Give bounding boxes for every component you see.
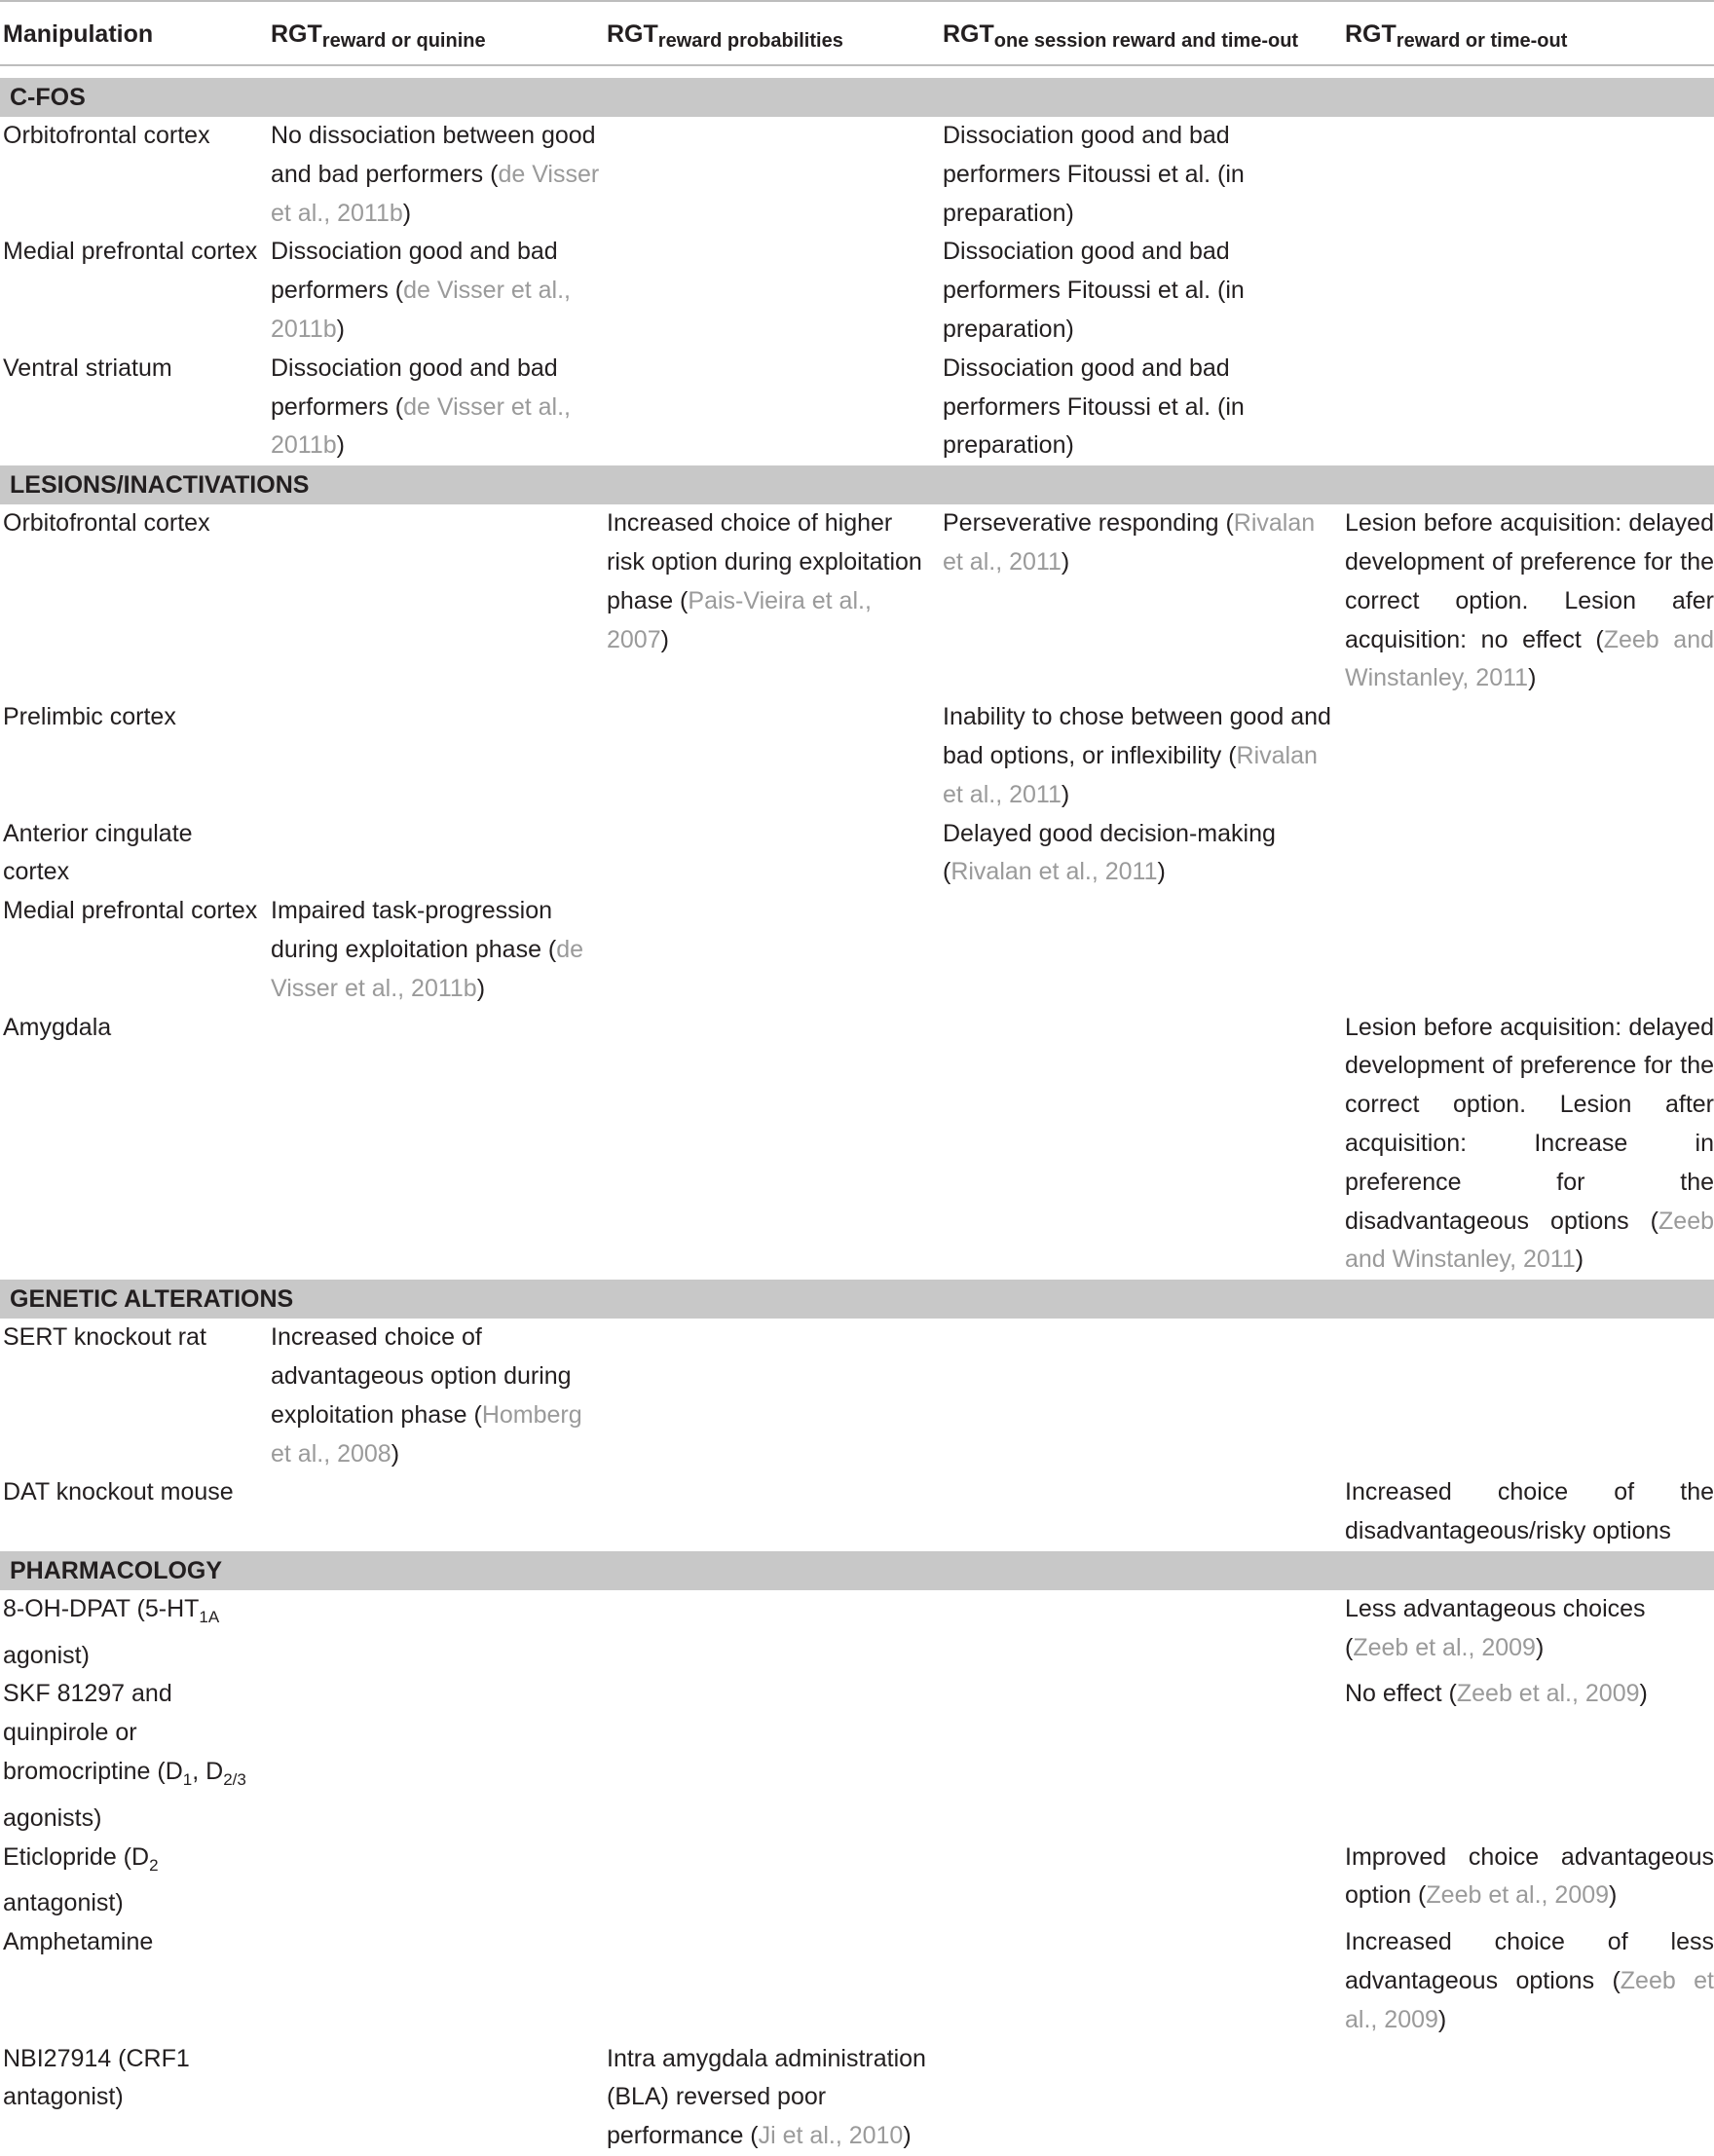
cell-rgt3	[940, 1473, 1342, 1551]
cell-rgt4: Less advantageous choices (Zeeb et al., 2009)	[1345, 1594, 1646, 1661]
citation: Zeeb et al., 2009	[1353, 1633, 1536, 1661]
section-title-lesions: LESIONS/INACTIVATIONS	[0, 465, 1714, 504]
cell-rgt1	[268, 1590, 604, 1676]
cell-rgt2	[604, 1319, 940, 1473]
header-row	[0, 1, 1714, 65]
citation: Rivalan et al., 2011	[943, 509, 1316, 576]
section-row-genetic	[0, 1280, 1714, 1319]
row-name: Medial prefrontal cortex	[3, 897, 258, 925]
header-rgt4-sub: reward or time-out	[1396, 30, 1568, 52]
cell-rgt3	[940, 2040, 1342, 2156]
cell-rgt2	[604, 1473, 940, 1551]
section-row-cfos	[0, 78, 1714, 117]
cell-rgt4	[1342, 350, 1714, 465]
row-name: Prelimbic cortex	[3, 703, 176, 731]
cell-rgt4: Increased choice of the disadvantageous/risky options	[1345, 1478, 1714, 1545]
cell-rgt3	[940, 1839, 1342, 1924]
table-row	[0, 350, 1714, 465]
table-row	[0, 1590, 1714, 1676]
cell-rgt4	[1342, 698, 1714, 814]
cell-rgt1	[268, 2040, 604, 2156]
cell-rgt3	[940, 892, 1342, 1008]
cell-rgt2	[604, 350, 940, 465]
citation: Homberg et al., 2008	[271, 1400, 582, 1468]
section-title-pharmacology: PHARMACOLOGY	[0, 1551, 1714, 1590]
cell-rgt2: Increased choice of higher risk option during exploitation phase (Pais-Vieira et al., 2007)	[607, 509, 922, 653]
header-rgt-reward-or-quinine	[268, 1, 604, 65]
table-row	[0, 117, 1714, 233]
cell-rgt2	[604, 1009, 940, 1281]
cell-rgt3	[940, 1590, 1342, 1676]
cell-rgt1	[268, 1009, 604, 1281]
citation: Rivalan et al., 2011	[943, 741, 1318, 808]
header-rgt3-base: RGT	[943, 20, 994, 48]
header-rgt2-base: RGT	[607, 20, 658, 48]
table-row	[0, 815, 1714, 893]
cell-rgt4: Improved choice advantageous option (Zeeb et al., 2009)	[1345, 1842, 1714, 1910]
cell-rgt4	[1342, 233, 1714, 349]
cell-rgt1: Increased choice of advantageous option during exploitation phase (Homberg et al., 2008)	[271, 1323, 582, 1468]
cell-rgt3: Delayed good decision-making (Rivalan et al., 2011)	[943, 819, 1276, 886]
cell-rgt1: Dissociation good and bad performers (de Visser et al., 2011b)	[271, 238, 571, 343]
header-rgt1-base: RGT	[271, 20, 322, 48]
row-name: SERT knockout rat	[3, 1323, 206, 1352]
cell-rgt3	[940, 1319, 1342, 1473]
citation: de Visser et al., 2011b	[271, 277, 571, 343]
row-name: Medial prefrontal cortex	[3, 238, 258, 266]
header-rgt-one-session	[940, 1, 1342, 65]
cell-rgt2	[604, 815, 940, 893]
table-row	[0, 892, 1714, 1008]
citation: Zeeb et al., 2009	[1345, 1967, 1714, 2033]
cell-rgt4	[1342, 892, 1714, 1008]
citation: Pais-Vieira et al., 2007	[607, 586, 872, 653]
citation: Zeeb et al., 2009	[1456, 1680, 1640, 1708]
cell-rgt1: Dissociation good and bad performers (de Visser et al., 2011b)	[271, 353, 571, 460]
cell-rgt2	[604, 1923, 940, 2039]
row-name: Ventral striatum	[3, 353, 172, 382]
cell-rgt4: No effect (Zeeb et al., 2009)	[1345, 1680, 1648, 1708]
cell-rgt3	[940, 1675, 1342, 1838]
citation: de Visser et al., 2011b	[271, 935, 584, 1002]
cell-rgt2	[604, 1590, 940, 1676]
cell-rgt3	[940, 1923, 1342, 2039]
cell-rgt4	[1342, 1319, 1714, 1473]
row-name: Anterior cingulate cortex	[3, 819, 193, 886]
table-row	[0, 1009, 1714, 1281]
section-title-genetic: GENETIC ALTERATIONS	[0, 1280, 1714, 1319]
table-row	[0, 233, 1714, 349]
cell-rgt1	[268, 1839, 604, 1924]
header-manipulation: Manipulation	[0, 1, 268, 65]
cell-rgt2	[604, 698, 940, 814]
citation: Zeeb and Winstanley, 2011	[1345, 625, 1714, 692]
cell-rgt2	[604, 892, 940, 1008]
header-rgt1-sub: reward or quinine	[321, 30, 486, 52]
cell-rgt2	[604, 1675, 940, 1838]
cell-rgt2	[604, 1839, 940, 1924]
row-name: Amphetamine	[3, 1928, 154, 1956]
header-rgt-reward-probabilities	[604, 1, 940, 65]
cell-rgt4: Increased choice of less advantageous options (Zeeb et al., 2009)	[1345, 1928, 1714, 2033]
cell-rgt1	[268, 504, 604, 698]
cell-rgt4: Lesion before acquisition: delayed development of preference for the correct option. Lesion after acquisition: Increase in preference for the disadvantageous options (Zeeb and Winstanley, 2011)	[1345, 1013, 1714, 1274]
cell-rgt3: Inability to chose between good and bad options, or inflexibility (Rivalan et al., 2011)	[943, 703, 1331, 808]
citation: Rivalan et al., 2011	[950, 858, 1158, 886]
table-row	[0, 1675, 1714, 1838]
cell-rgt2	[604, 117, 940, 233]
cell-rgt4: Lesion before acquisition: delayed development of preference for the correct option. Lesion afer acquisition: no effect (Zeeb and Winstanley, 2011)	[1345, 509, 1714, 692]
cell-rgt1	[268, 1923, 604, 2039]
table-row	[0, 504, 1714, 698]
cell-rgt3: Dissociation good and bad performers Fitoussi et al. (in preparation)	[943, 238, 1245, 343]
cell-rgt3: Perseverative responding (Rivalan et al., 2011)	[943, 509, 1316, 576]
cell-rgt4	[1342, 2040, 1714, 2156]
section-title-cfos: C-FOS	[0, 78, 1714, 117]
citation: Ji et al., 2010	[758, 2122, 904, 2150]
table-row	[0, 1473, 1714, 1551]
cell-rgt1	[268, 698, 604, 814]
citation: Zeeb et al., 2009	[1426, 1881, 1610, 1910]
table-row	[0, 1319, 1714, 1473]
row-name: Orbitofrontal cortex	[3, 509, 210, 538]
cell-rgt1	[268, 1473, 604, 1551]
cell-rgt1	[268, 815, 604, 893]
header-rgt3-sub: one session reward and time-out	[993, 30, 1299, 52]
row-name: NBI27914 (CRF1 antagonist)	[3, 2044, 190, 2111]
citation: de Visser et al., 2011b	[271, 160, 600, 227]
cell-rgt1	[268, 1675, 604, 1838]
table-row	[0, 1839, 1714, 1924]
row-name: Amygdala	[3, 1013, 112, 1041]
header-rgt-reward-or-timeout	[1342, 1, 1714, 65]
citation: de Visser et al., 2011b	[271, 392, 571, 460]
section-row-pharmacology	[0, 1551, 1714, 1590]
table-row	[0, 698, 1714, 814]
table-row	[0, 2040, 1714, 2156]
row-name: DAT knockout mouse	[3, 1478, 234, 1506]
cell-rgt1: No dissociation between good and bad performers (de Visser et al., 2011b)	[271, 122, 600, 227]
header-rgt2-sub: reward probabilities	[657, 30, 843, 52]
cell-rgt2: Intra amygdala administration (BLA) reversed poor performance (Ji et al., 2010)	[607, 2044, 926, 2150]
section-row-lesions	[0, 465, 1714, 504]
cell-rgt3: Dissociation good and bad performers Fitoussi et al. (in preparation)	[943, 353, 1245, 460]
row-name: 8-OH-DPAT ($5-HT_{1A}$ agonist)	[3, 1594, 220, 1669]
cell-rgt3	[940, 1009, 1342, 1281]
cell-rgt2	[604, 233, 940, 349]
cell-rgt1: Impaired task-progression during exploitation phase (de Visser et al., 2011b)	[271, 897, 584, 1002]
cell-rgt4	[1342, 117, 1714, 233]
cell-rgt4	[1342, 815, 1714, 893]
row-name: Orbitofrontal cortex	[3, 122, 210, 149]
cell-rgt3: Dissociation good and bad performers Fitoussi et al. (in preparation)	[943, 122, 1245, 227]
citation: Zeeb and Winstanley, 2011	[1345, 1207, 1714, 1274]
header-rgt4-base: RGT	[1345, 20, 1397, 48]
row-name: SKF 81297 and quinpirole or bromocriptine ($D_1$, $D_{2/3}$ agonists)	[3, 1680, 246, 1832]
row-name: Eticlopride ($D_2$ antagonist)	[3, 1842, 159, 1917]
table-row	[0, 1923, 1714, 2039]
